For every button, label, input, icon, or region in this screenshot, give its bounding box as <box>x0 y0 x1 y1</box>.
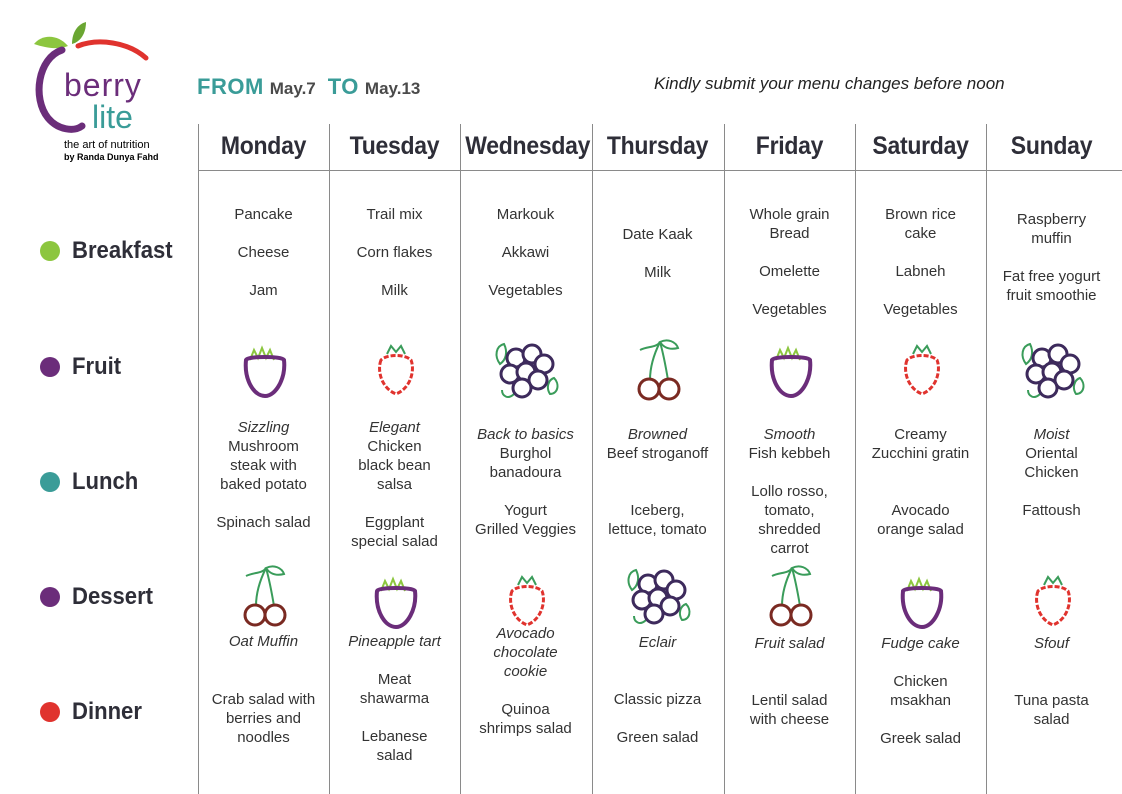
spacer <box>198 494 329 513</box>
spacer <box>329 708 460 727</box>
menu-item: muffin <box>1031 230 1072 247</box>
menu-item: banadoura <box>489 464 562 481</box>
lunch-cell-monday <box>198 418 329 532</box>
menu-item: Vegetables <box>488 282 563 299</box>
menu-item: Yogurt <box>504 502 547 519</box>
dessert-cell-wednesday <box>460 624 591 681</box>
spacer <box>329 262 460 281</box>
menu-item: Fish kebbeh <box>748 445 831 462</box>
logo-tagline: the art of nutrition <box>64 139 150 151</box>
menu-item: shawarma <box>359 690 430 707</box>
dessert-dot-icon <box>40 587 60 607</box>
menu-item: Date Kaak <box>622 226 693 243</box>
menu-item: Green salad <box>616 729 699 746</box>
fig-icon <box>361 565 431 635</box>
breakfast-cell-monday <box>198 205 329 300</box>
spacer <box>460 224 591 243</box>
spacer <box>592 482 723 501</box>
dinner-cell-tuesday <box>329 670 460 765</box>
menu-item: Pineapple tart <box>348 633 441 650</box>
logo-lite-text: lite <box>92 99 133 135</box>
breakfast-cell-friday <box>724 205 855 319</box>
day-header-sunday: Sunday <box>1010 132 1093 160</box>
menu-item: salad <box>376 747 413 764</box>
menu-item: Fattoush <box>1022 502 1081 519</box>
menu-item: black bean <box>358 457 431 474</box>
from-date: May.7 <box>269 79 316 98</box>
menu-item: cake <box>904 225 937 242</box>
menu-item: tomato, <box>764 502 815 519</box>
menu-item: chocolate <box>493 644 558 661</box>
blueberries-icon <box>492 334 562 404</box>
cherries-icon <box>624 334 694 404</box>
lunch-title: Sizzling <box>237 419 290 436</box>
menu-item: Oat Muffin <box>228 633 299 650</box>
brand-logo <box>28 18 168 168</box>
menu-item: Grilled Veggies <box>475 521 576 538</box>
menu-item: Bread <box>769 225 810 242</box>
menu-item: Fat free yogurt <box>1002 268 1101 285</box>
menu-item: Lentil salad <box>751 692 828 709</box>
breakfast-cell-tuesday <box>329 205 460 300</box>
breakfast-cell-thursday <box>592 225 723 282</box>
menu-item: Labneh <box>895 263 946 280</box>
lunch-cell-saturday <box>855 425 986 539</box>
day-header-tuesday: Tuesday <box>349 132 440 160</box>
spacer <box>855 281 986 300</box>
menu-item: Beef stroganoff <box>606 445 709 462</box>
menu-item: Burghol <box>499 445 552 462</box>
menu-item: Fudge cake <box>881 635 960 652</box>
spacer <box>592 709 723 728</box>
spacer <box>855 482 986 501</box>
menu-item: Greek salad <box>880 730 961 747</box>
meal-label-breakfast: Breakfast <box>40 236 181 266</box>
dessert-cell-thursday <box>592 633 723 652</box>
menu-item: Vegetables <box>752 301 827 318</box>
blueberries-icon <box>624 560 694 630</box>
header-divider <box>198 170 1122 171</box>
menu-item: Lebanese <box>361 728 428 745</box>
from-label: FROM <box>197 74 264 99</box>
menu-item: Zucchini gratin <box>871 445 970 462</box>
dinner-cell-saturday <box>855 672 986 748</box>
menu-item: shrimps salad <box>479 720 572 737</box>
menu-item: Mushroom <box>228 438 299 455</box>
menu-item: Milk <box>644 264 671 281</box>
menu-item: Meat <box>377 671 412 688</box>
spacer <box>724 463 855 482</box>
breakfast-cell-saturday <box>855 205 986 319</box>
menu-item: Oriental <box>1025 445 1078 462</box>
menu-item: cookie <box>503 663 548 680</box>
menu-item: Tuna pasta <box>1014 692 1089 709</box>
lunch-cell-tuesday <box>329 418 460 551</box>
menu-item: Spinach salad <box>216 514 311 531</box>
menu-item: Sfouf <box>1033 635 1070 652</box>
menu-item: Creamy <box>894 426 947 443</box>
menu-item: msakhan <box>890 692 951 709</box>
menu-item: Crab salad with <box>211 691 316 708</box>
day-header-friday: Friday <box>755 132 824 160</box>
spacer <box>198 262 329 281</box>
menu-item: Chicken <box>893 673 948 690</box>
spacer <box>986 248 1117 267</box>
menu-item: Eggplant <box>364 514 425 531</box>
menu-item: Chicken <box>1024 464 1079 481</box>
menu-item: Pancake <box>234 206 293 223</box>
spacer <box>724 243 855 262</box>
menu-item: lettuce, tomato <box>608 521 707 538</box>
menu-item: Markouk <box>496 206 555 223</box>
menu-item: orange salad <box>877 521 964 538</box>
menu-item: fruit smoothie <box>1006 287 1097 304</box>
dinner-cell-thursday <box>592 690 723 747</box>
menu-item: with cheese <box>749 711 830 728</box>
menu-item: Corn flakes <box>356 244 433 261</box>
menu-item: carrot <box>770 540 809 557</box>
menu-item: berries and <box>225 710 302 727</box>
menu-item: Chicken <box>367 438 422 455</box>
dessert-cell-monday <box>198 632 329 651</box>
to-date: May.13 <box>364 79 421 98</box>
lunch-title: Back to basics <box>477 426 574 443</box>
breakfast-dot-icon <box>40 241 60 261</box>
menu-item: Avocado <box>891 502 950 519</box>
menu-item: Whole grain <box>749 206 830 223</box>
menu-item: steak with <box>230 457 297 474</box>
spacer <box>329 494 460 513</box>
menu-item: salsa <box>376 476 413 493</box>
dessert-cell-tuesday <box>329 632 460 651</box>
day-header-wednesday: Wednesday <box>465 132 591 160</box>
lunch-title: Browned <box>627 426 688 443</box>
menu-item: Trail mix <box>366 206 423 223</box>
menu-item: Avocado <box>496 625 555 642</box>
cherries-icon <box>756 560 826 630</box>
dinner-cell-monday <box>198 690 329 747</box>
cherries-icon <box>230 560 300 630</box>
lunch-title: Smooth <box>763 426 816 443</box>
lunch-cell-friday <box>724 425 855 558</box>
spacer <box>460 482 591 501</box>
spacer <box>855 463 986 482</box>
day-header-saturday: Saturday <box>872 132 969 160</box>
dessert-cell-sunday <box>986 634 1117 653</box>
raspberry-icon <box>1018 565 1088 635</box>
menu-item: Milk <box>381 282 408 299</box>
meal-label-lunch: Lunch <box>40 467 144 497</box>
menu-item: Fruit salad <box>754 635 825 652</box>
berry-logo-icon <box>28 18 168 168</box>
menu-item: shredded <box>758 521 821 538</box>
menu-item: noodles <box>237 729 290 746</box>
menu-item: Classic pizza <box>613 691 702 708</box>
menu-item: Brown rice <box>885 206 956 223</box>
spacer <box>592 244 723 263</box>
spacer <box>460 262 591 281</box>
lunch-cell-thursday <box>592 425 723 539</box>
spacer <box>592 463 723 482</box>
day-header-thursday: Thursday <box>606 132 709 160</box>
menu-item: Lollo rosso, <box>751 483 828 500</box>
blueberries-icon <box>1018 334 1088 404</box>
menu-item: Cheese <box>237 244 290 261</box>
menu-item: salad <box>1033 711 1070 728</box>
dinner-cell-sunday <box>986 691 1117 729</box>
menu-item: baked potato <box>220 476 307 493</box>
day-header-monday: Monday <box>220 132 307 160</box>
fruit-dot-icon <box>40 357 60 377</box>
raspberry-icon <box>361 334 431 404</box>
menu-item: Eclair <box>638 634 677 651</box>
logo-berry-text: berry <box>64 67 142 103</box>
spacer <box>855 710 986 729</box>
menu-item: Raspberry <box>1016 211 1087 228</box>
dinner-cell-friday <box>724 691 855 729</box>
spacer <box>198 224 329 243</box>
lunch-cell-wednesday <box>460 425 591 539</box>
to-label: TO <box>327 74 359 99</box>
meal-label-dinner: Dinner <box>40 697 148 727</box>
lunch-dot-icon <box>40 472 60 492</box>
spacer <box>986 482 1117 501</box>
breakfast-cell-sunday <box>986 210 1117 305</box>
lunch-title: Moist <box>1033 426 1070 443</box>
menu-item: Omelette <box>759 263 820 280</box>
raspberry-icon <box>887 334 957 404</box>
menu-item: Vegetables <box>883 301 958 318</box>
fig-icon <box>887 565 957 635</box>
dessert-cell-friday <box>724 634 855 653</box>
lunch-cell-sunday <box>986 425 1117 520</box>
spacer <box>724 281 855 300</box>
fig-icon <box>756 334 826 404</box>
spacer <box>855 243 986 262</box>
menu-item: special salad <box>351 533 438 550</box>
spacer <box>329 224 460 243</box>
meal-label-fruit: Fruit <box>40 352 125 382</box>
fig-icon <box>230 334 300 404</box>
meal-label-dessert: Dessert <box>40 582 160 612</box>
dinner-cell-wednesday <box>460 700 591 738</box>
dinner-dot-icon <box>40 702 60 722</box>
menu-change-notice: Kindly submit your menu changes before noon <box>654 74 1005 93</box>
date-range <box>197 74 420 100</box>
dessert-cell-saturday <box>855 634 986 653</box>
menu-item: Jam <box>249 282 278 299</box>
lunch-title: Elegant <box>369 419 420 436</box>
breakfast-cell-wednesday <box>460 205 591 300</box>
menu-item: Akkawi <box>501 244 550 261</box>
menu-item: Quinoa <box>501 701 550 718</box>
logo-byline: by Randa Dunya Fahd <box>64 152 159 162</box>
menu-item: Iceberg, <box>630 502 685 519</box>
